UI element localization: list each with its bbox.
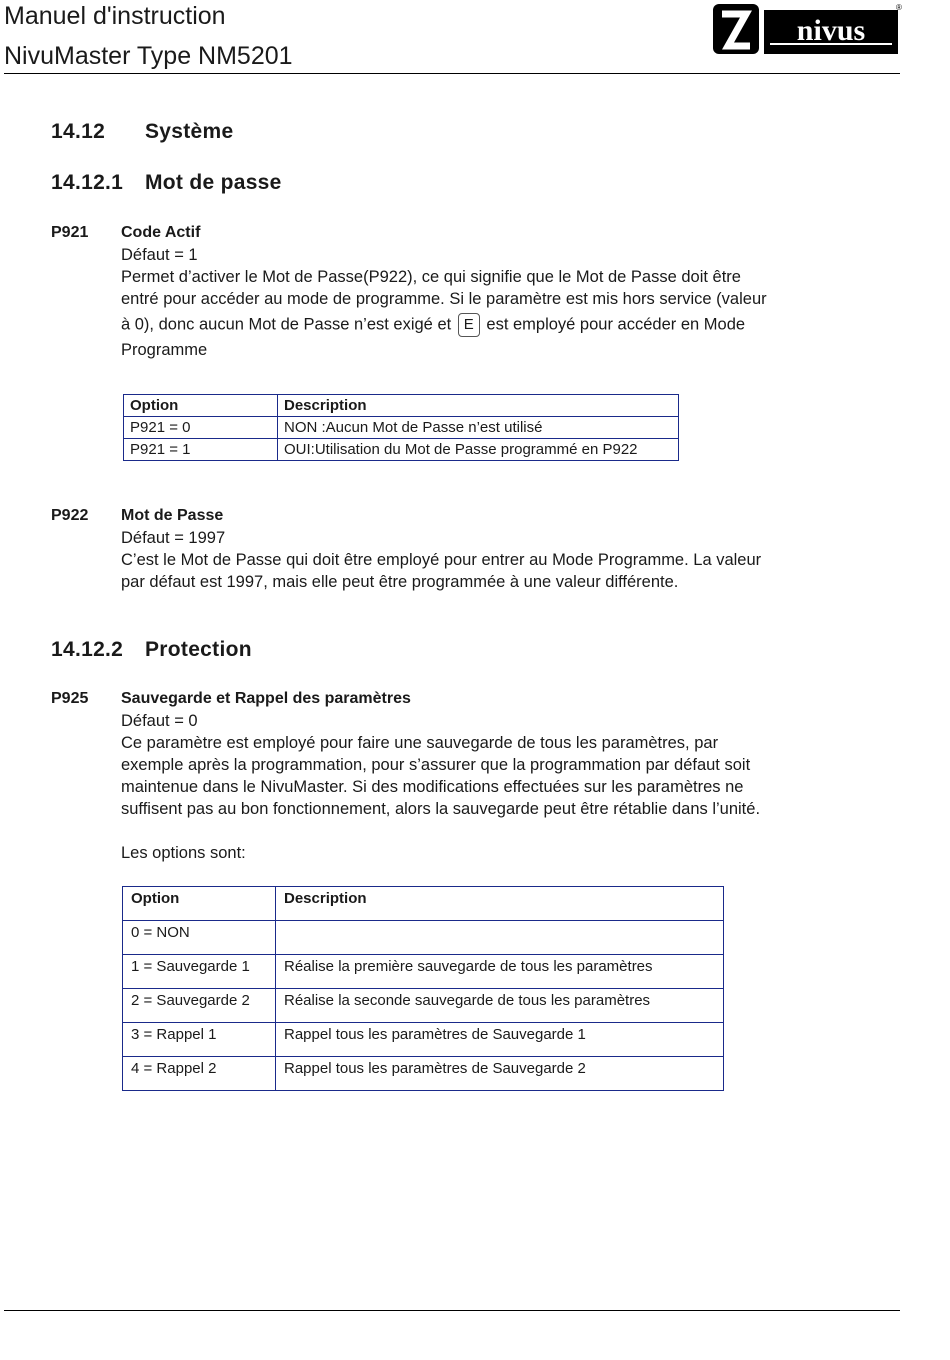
p925-options-table (122, 886, 724, 1091)
table-cell: 3 = Rappel 1 (123, 1023, 276, 1057)
param-title-p921: Code Actif (121, 224, 201, 241)
section-number: 14.12 (51, 120, 106, 143)
e-key-icon: E (458, 313, 480, 337)
table-cell: Réalise la seconde sauvegarde de tous les paramètres (276, 989, 724, 1023)
table-header-row (123, 887, 724, 921)
table-row (123, 1023, 724, 1057)
device-type: NivuMaster Type NM5201 (4, 42, 293, 70)
table-row (123, 955, 724, 989)
p922-default: Défaut = 1997 (121, 529, 226, 547)
table-header: Description (278, 395, 679, 417)
subsection-title: Protection (145, 638, 252, 661)
param-code-p925: P925 (51, 690, 89, 707)
p921-text-part: à 0), donc aucun Mot de Passe n’est exigé et (121, 315, 452, 334)
param-title-p925: Sauvegarde et Rappel des paramètres (121, 690, 411, 707)
p921-options-table (123, 394, 679, 461)
table-cell: Rappel tous les paramètres de Sauvegarde 2 (276, 1057, 724, 1091)
param-code-p921: P921 (51, 224, 89, 241)
p921-text-line (121, 313, 745, 337)
p922-text-line: par défaut est 1997, mais elle peut être programmée à une valeur différente. (121, 573, 679, 591)
table-cell: Réalise la première sauvegarde de tous les paramètres (276, 955, 724, 989)
subsection-heading (51, 638, 252, 662)
section-title: Système (145, 120, 234, 143)
param-title-p922: Mot de Passe (121, 507, 224, 524)
table-header: Description (276, 887, 724, 921)
subsection-heading (51, 171, 282, 195)
table-cell: 0 = NON (123, 921, 276, 955)
table-cell: 2 = Sauvegarde 2 (123, 989, 276, 1023)
table-cell: P921 = 0 (124, 417, 278, 439)
table-row (123, 921, 724, 955)
p921-text-part: est employé pour accéder en Mode (486, 315, 746, 334)
table-row (123, 989, 724, 1023)
p921-text-line: Permet d’activer le Mot de Passe(P922), ce qui signifie que le Mot de Passe doit être (121, 268, 741, 286)
svg-text:nivus: nivus (796, 14, 866, 47)
subsection-number: 14.12.1 (51, 171, 124, 194)
table-cell: OUI:Utilisation du Mot de Passe programmé en P922 (278, 439, 679, 461)
p925-text-line: exemple après la programmation, pour s’assurer que la programmation par défaut soit (121, 756, 751, 774)
param-code-p922: P922 (51, 507, 89, 524)
footer-rule (4, 1310, 900, 1311)
p925-text-line: suffisent pas au bon fonctionnement, alors la sauvegarde peut être rétablie dans l’unité. (121, 800, 761, 818)
table-row (124, 417, 679, 439)
table-header: Option (124, 395, 278, 417)
table-row (123, 1057, 724, 1091)
table-cell: P921 = 1 (124, 439, 278, 461)
table-header-row (124, 395, 679, 417)
p921-default: Défaut = 1 (121, 246, 198, 264)
subsection-title: Mot de passe (145, 171, 282, 194)
p925-default: Défaut = 0 (121, 712, 198, 730)
p921-text-line: entré pour accéder au mode de programme. Si le paramètre est mis hors service (valeur (121, 290, 767, 308)
svg-text:®: ® (896, 3, 902, 12)
table-cell: 1 = Sauvegarde 1 (123, 955, 276, 989)
header-rule (4, 73, 900, 74)
manual-title: Manuel d'instruction (4, 2, 226, 30)
p921-text-line: Programme (121, 341, 208, 359)
section-heading (51, 120, 234, 144)
table-row (124, 439, 679, 461)
table-cell: NON :Aucun Mot de Passe n’est utilisé (278, 417, 679, 439)
subsection-number: 14.12.2 (51, 638, 124, 661)
p925-text-line: Ce paramètre est employé pour faire une sauvegarde de tous les paramètres, par (121, 734, 719, 752)
options-intro: Les options sont: (121, 844, 246, 862)
table-cell: 4 = Rappel 2 (123, 1057, 276, 1091)
table-cell (276, 921, 724, 955)
table-cell: Rappel tous les paramètres de Sauvegarde 1 (276, 1023, 724, 1057)
p922-text-line: C’est le Mot de Passe qui doit être employé pour entrer au Mode Programme. La valeur (121, 551, 762, 569)
nivus-logo (712, 2, 902, 58)
table-header: Option (123, 887, 276, 921)
p925-text-line: maintenue dans le NivuMaster. Si des modifications effectuées sur les paramètres ne (121, 778, 744, 796)
